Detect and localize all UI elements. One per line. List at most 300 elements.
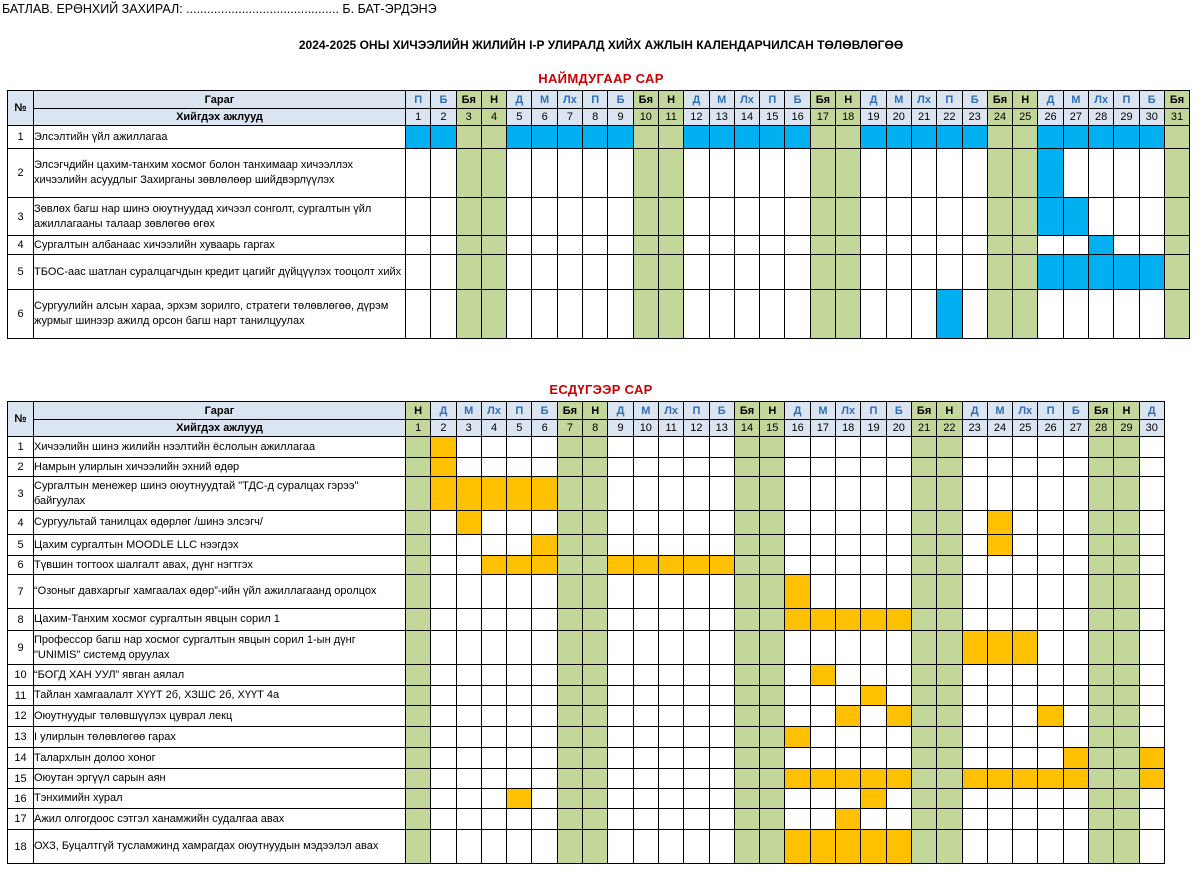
day-cell	[456, 575, 481, 609]
date-number: 9	[608, 420, 633, 437]
day-cell	[456, 255, 481, 290]
day-cell	[583, 609, 608, 631]
weekday-letter: Д	[608, 402, 633, 420]
day-cell	[785, 290, 810, 339]
weekday-letter: Д	[1139, 402, 1164, 420]
weekday-letter: Н	[481, 91, 506, 109]
day-cell	[962, 609, 987, 631]
day-cell	[861, 198, 886, 236]
day-cell	[861, 236, 886, 255]
scheduled-day-cell	[785, 727, 810, 748]
day-cell	[507, 631, 532, 665]
date-number: 30	[1139, 109, 1164, 126]
day-cell	[1089, 575, 1114, 609]
day-cell	[532, 437, 557, 458]
scheduled-day-cell	[481, 477, 506, 511]
task-row	[8, 706, 1165, 727]
scheduled-day-cell	[861, 789, 886, 809]
task-row	[8, 830, 1165, 864]
day-cell	[886, 789, 911, 809]
weekday-letter: Лх	[734, 91, 759, 109]
day-cell	[1114, 556, 1139, 575]
day-cell	[1013, 437, 1038, 458]
day-cell	[684, 236, 709, 255]
task-number: 15	[8, 769, 34, 789]
weekday-letter: Лх	[481, 402, 506, 420]
day-cell	[507, 511, 532, 535]
day-cell	[684, 458, 709, 477]
day-cell	[810, 748, 835, 769]
day-cell	[760, 727, 785, 748]
date-number: 5	[507, 109, 532, 126]
day-cell	[557, 458, 582, 477]
day-cell	[532, 575, 557, 609]
day-cell	[1013, 830, 1038, 864]
day-cell	[734, 809, 759, 830]
day-cell	[861, 665, 886, 686]
day-cell	[785, 706, 810, 727]
day-cell	[583, 789, 608, 809]
day-cell	[633, 809, 658, 830]
date-number: 19	[861, 420, 886, 437]
scheduled-day-cell	[886, 706, 911, 727]
day-cell	[1089, 149, 1114, 198]
day-cell	[507, 149, 532, 198]
day-cell	[1038, 665, 1063, 686]
scheduled-day-cell	[406, 126, 431, 149]
day-cell	[684, 665, 709, 686]
scheduled-day-cell	[1063, 748, 1088, 769]
day-cell	[583, 511, 608, 535]
scheduled-day-cell	[608, 556, 633, 575]
day-cell	[962, 556, 987, 575]
day-cell	[532, 290, 557, 339]
day-cell	[785, 789, 810, 809]
day-cell	[987, 556, 1012, 575]
day-cell	[709, 748, 734, 769]
day-cell	[785, 809, 810, 830]
scheduled-day-cell	[684, 556, 709, 575]
date-number: 31	[1164, 109, 1189, 126]
day-cell	[709, 437, 734, 458]
day-cell	[456, 686, 481, 706]
day-cell	[760, 769, 785, 789]
weekday-letter: Бя	[1164, 91, 1189, 109]
day-cell	[406, 511, 431, 535]
day-cell	[810, 631, 835, 665]
day-cell	[1114, 748, 1139, 769]
weekday-letter: Н	[406, 402, 431, 420]
day-cell	[608, 789, 633, 809]
scheduled-day-cell	[1114, 126, 1139, 149]
day-cell	[1139, 706, 1164, 727]
day-cell	[1038, 727, 1063, 748]
scheduled-day-cell	[785, 830, 810, 864]
day-cell	[406, 437, 431, 458]
day-cell	[1114, 631, 1139, 665]
day-cell	[886, 255, 911, 290]
task-description: ОХЗ, Буцалтгүй тусламжинд хамрагдах оюутнуудын мэдээлэл авах	[34, 830, 406, 864]
day-cell	[911, 149, 936, 198]
day-cell	[760, 511, 785, 535]
day-cell	[734, 830, 759, 864]
day-cell	[836, 686, 861, 706]
day-cell	[937, 789, 962, 809]
day-cell	[481, 809, 506, 830]
tasks-header-label: Хийгдэх ажлууд	[34, 420, 406, 437]
weekday-letter: Бя	[911, 402, 936, 420]
day-cell	[760, 535, 785, 556]
day-cell	[406, 290, 431, 339]
day-cell	[431, 556, 456, 575]
task-number: 4	[8, 511, 34, 535]
day-cell	[734, 769, 759, 789]
day-cell	[507, 830, 532, 864]
day-cell	[684, 809, 709, 830]
day-cell	[633, 535, 658, 556]
task-description: Ажил олгогдоос сэтгэл ханамжийн судалгаа авах	[34, 809, 406, 830]
day-cell	[1038, 290, 1063, 339]
day-cell	[836, 556, 861, 575]
day-cell	[886, 149, 911, 198]
day-cell	[861, 575, 886, 609]
day-cell	[507, 437, 532, 458]
day-cell	[1114, 665, 1139, 686]
day-cell	[431, 686, 456, 706]
day-cell	[658, 458, 683, 477]
day-cell	[406, 535, 431, 556]
date-number: 29	[1114, 109, 1139, 126]
day-cell	[937, 511, 962, 535]
day-cell	[456, 727, 481, 748]
day-cell	[532, 789, 557, 809]
day-cell	[456, 198, 481, 236]
day-cell	[1114, 290, 1139, 339]
day-cell	[532, 748, 557, 769]
day-cell	[406, 198, 431, 236]
day-cell	[785, 511, 810, 535]
day-cell	[886, 198, 911, 236]
day-cell	[962, 236, 987, 255]
day-cell	[734, 686, 759, 706]
day-cell	[1114, 727, 1139, 748]
day-cell	[1114, 198, 1139, 236]
task-row	[8, 198, 1190, 236]
day-cell	[557, 575, 582, 609]
day-cell	[1139, 575, 1164, 609]
scheduled-day-cell	[1089, 236, 1114, 255]
date-number: 2	[431, 109, 456, 126]
day-cell	[962, 665, 987, 686]
day-cell	[987, 149, 1012, 198]
day-cell	[532, 236, 557, 255]
day-cell	[911, 809, 936, 830]
scheduled-day-cell	[1139, 769, 1164, 789]
day-cell	[785, 556, 810, 575]
day-cell	[608, 665, 633, 686]
day-cell	[1063, 236, 1088, 255]
day-cell	[658, 477, 683, 511]
date-number: 24	[987, 109, 1012, 126]
task-description: Түвшин тогтоох шалгалт авах, дүнг нэгтгэх	[34, 556, 406, 575]
day-cell	[861, 727, 886, 748]
day-cell	[911, 437, 936, 458]
scheduled-day-cell	[836, 769, 861, 789]
day-cell	[734, 748, 759, 769]
day-cell	[532, 458, 557, 477]
date-number: 26	[1038, 109, 1063, 126]
day-cell	[456, 830, 481, 864]
day-cell	[810, 458, 835, 477]
day-cell	[836, 458, 861, 477]
day-cell	[709, 809, 734, 830]
scheduled-day-cell	[1089, 126, 1114, 149]
day-cell	[861, 748, 886, 769]
day-cell	[431, 769, 456, 789]
scheduled-day-cell	[810, 769, 835, 789]
scheduled-day-cell	[1038, 126, 1063, 149]
day-cell	[937, 809, 962, 830]
day-cell	[962, 727, 987, 748]
scheduled-day-cell	[962, 769, 987, 789]
day-cell	[557, 556, 582, 575]
day-cell	[1139, 511, 1164, 535]
date-number: 27	[1063, 109, 1088, 126]
task-row	[8, 255, 1190, 290]
day-cell	[608, 477, 633, 511]
day-cell	[810, 126, 835, 149]
day-cell	[481, 255, 506, 290]
document-title: 2024-2025 ОНЫ ХИЧЭЭЛИЙН ЖИЛИЙН I-Р УЛИРАЛД ХИЙХ АЖЛЫН КАЛЕНДАРЧИЛСАН ТӨЛӨВЛӨГӨӨ	[298, 38, 904, 52]
date-number: 25	[1013, 109, 1038, 126]
day-cell	[658, 236, 683, 255]
day-cell	[456, 149, 481, 198]
day-cell	[481, 437, 506, 458]
day-cell	[557, 477, 582, 511]
day-cell	[406, 609, 431, 631]
day-cell	[1063, 727, 1088, 748]
date-number: 1	[406, 420, 431, 437]
day-cell	[583, 437, 608, 458]
day-cell	[1063, 665, 1088, 686]
task-description: Элсэлтийн үйл ажиллагаа	[34, 126, 406, 149]
weekday-letter: П	[1038, 402, 1063, 420]
day-cell	[481, 126, 506, 149]
task-row	[8, 631, 1165, 665]
scheduled-day-cell	[532, 556, 557, 575]
day-cell	[507, 727, 532, 748]
weekday-letter: Лх	[836, 402, 861, 420]
weekday-letter: Бя	[734, 402, 759, 420]
day-cell	[1063, 609, 1088, 631]
weekday-letter: Н	[937, 402, 962, 420]
scheduled-day-cell	[1038, 255, 1063, 290]
day-cell	[532, 665, 557, 686]
scheduled-day-cell	[532, 477, 557, 511]
day-cell	[1038, 556, 1063, 575]
weekday-letter: П	[684, 402, 709, 420]
scheduled-day-cell	[507, 789, 532, 809]
day-cell	[557, 149, 582, 198]
date-number: 20	[886, 109, 911, 126]
day-cell	[937, 556, 962, 575]
day-cell	[583, 198, 608, 236]
day-cell	[583, 556, 608, 575]
day-cell	[557, 665, 582, 686]
date-number: 29	[1114, 420, 1139, 437]
day-cell	[557, 789, 582, 809]
day-cell	[937, 769, 962, 789]
task-description: ТБОС-аас шатлан суралцагчдын кредит цагийг дүйцүүлэх тооцолт хийх	[34, 255, 406, 290]
day-cell	[861, 631, 886, 665]
schedule-table-september	[7, 401, 1165, 864]
day-cell	[684, 437, 709, 458]
day-cell	[937, 665, 962, 686]
task-description: Цахим-Танхим хосмог сургалтын явцын сорил 1	[34, 609, 406, 631]
day-cell	[709, 665, 734, 686]
weekday-letter: Б	[532, 402, 557, 420]
day-cell	[886, 631, 911, 665]
day-cell	[583, 631, 608, 665]
day-cell	[684, 830, 709, 864]
day-cell	[987, 198, 1012, 236]
scheduled-day-cell	[532, 126, 557, 149]
day-cell	[684, 198, 709, 236]
day-cell	[456, 126, 481, 149]
scheduled-day-cell	[532, 535, 557, 556]
day-cell	[760, 556, 785, 575]
day-cell	[658, 830, 683, 864]
scheduled-day-cell	[709, 556, 734, 575]
day-cell	[886, 290, 911, 339]
day-cell	[658, 255, 683, 290]
day-cell	[431, 255, 456, 290]
day-cell	[583, 830, 608, 864]
scheduled-day-cell	[658, 556, 683, 575]
day-cell	[734, 236, 759, 255]
scheduled-day-cell	[785, 575, 810, 609]
task-description: Цахим сургалтын MOODLE LLC нээгдэх	[34, 535, 406, 556]
date-number: 26	[1038, 420, 1063, 437]
date-header-row	[8, 109, 1190, 126]
day-cell	[911, 706, 936, 727]
weekday-letter: М	[456, 402, 481, 420]
day-cell	[911, 748, 936, 769]
day-cell	[810, 535, 835, 556]
date-header-row	[8, 420, 1165, 437]
day-cell	[734, 255, 759, 290]
task-number: 2	[8, 458, 34, 477]
weekday-letter: Д	[785, 402, 810, 420]
day-cell	[987, 809, 1012, 830]
day-cell	[1063, 458, 1088, 477]
day-cell	[1139, 789, 1164, 809]
day-cell	[937, 535, 962, 556]
day-cell	[810, 477, 835, 511]
weekday-letter: Лх	[658, 402, 683, 420]
day-cell	[1089, 830, 1114, 864]
date-number: 15	[760, 420, 785, 437]
day-cell	[481, 511, 506, 535]
day-cell	[709, 236, 734, 255]
day-cell	[1114, 477, 1139, 511]
weekday-letter: Б	[886, 402, 911, 420]
task-number: 13	[8, 727, 34, 748]
day-cell	[1164, 149, 1189, 198]
day-cell	[937, 727, 962, 748]
day-cell	[1063, 290, 1088, 339]
weekday-header-row	[8, 91, 1190, 109]
day-cell	[481, 236, 506, 255]
day-cell	[911, 556, 936, 575]
task-number: 5	[8, 535, 34, 556]
day-cell	[1013, 477, 1038, 511]
day-cell	[658, 769, 683, 789]
day-cell	[962, 198, 987, 236]
scheduled-day-cell	[431, 458, 456, 477]
day-cell	[1139, 665, 1164, 686]
day-cell	[987, 290, 1012, 339]
date-number: 13	[709, 109, 734, 126]
day-cell	[431, 149, 456, 198]
day-cell	[507, 458, 532, 477]
day-cell	[1013, 255, 1038, 290]
day-cell	[937, 149, 962, 198]
day-cell	[861, 477, 886, 511]
day-cell	[836, 126, 861, 149]
day-cell	[987, 609, 1012, 631]
day-cell	[1089, 631, 1114, 665]
day-cell	[684, 727, 709, 748]
day-cell	[406, 748, 431, 769]
day-cell	[709, 686, 734, 706]
scheduled-day-cell	[608, 126, 633, 149]
task-row	[8, 748, 1165, 769]
day-cell	[911, 575, 936, 609]
day-cell	[937, 255, 962, 290]
day-cell	[532, 255, 557, 290]
task-number: 5	[8, 255, 34, 290]
task-description: “Озоныг давхаргыг хамгаалах өдөр”-ийн үйл ажиллагаанд оролцох	[34, 575, 406, 609]
date-number: 28	[1089, 420, 1114, 437]
day-cell	[431, 748, 456, 769]
day-cell	[709, 290, 734, 339]
day-cell	[810, 686, 835, 706]
scheduled-day-cell	[886, 609, 911, 631]
day-cell	[861, 556, 886, 575]
day-cell	[1089, 789, 1114, 809]
day-cell	[1089, 609, 1114, 631]
scheduled-day-cell	[886, 830, 911, 864]
scheduled-day-cell	[861, 686, 886, 706]
day-cell	[1164, 126, 1189, 149]
day-cell	[911, 236, 936, 255]
day-cell	[709, 458, 734, 477]
day-cell	[1139, 686, 1164, 706]
task-row	[8, 609, 1165, 631]
task-description: Профессор багш нар хосмог сургалтын явцын сорил 1-ын дүнг "UNIMIS" системд оруулах	[34, 631, 406, 665]
day-cell	[406, 477, 431, 511]
day-cell	[684, 706, 709, 727]
task-row	[8, 477, 1165, 511]
day-cell	[987, 686, 1012, 706]
tasks-header-label: Хийгдэх ажлууд	[34, 109, 406, 126]
day-cell	[836, 236, 861, 255]
task-description: Талархлын долоо хоног	[34, 748, 406, 769]
day-cell	[557, 290, 582, 339]
day-cell	[431, 609, 456, 631]
task-description: I улирлын төлөвлөгөө гарах	[34, 727, 406, 748]
